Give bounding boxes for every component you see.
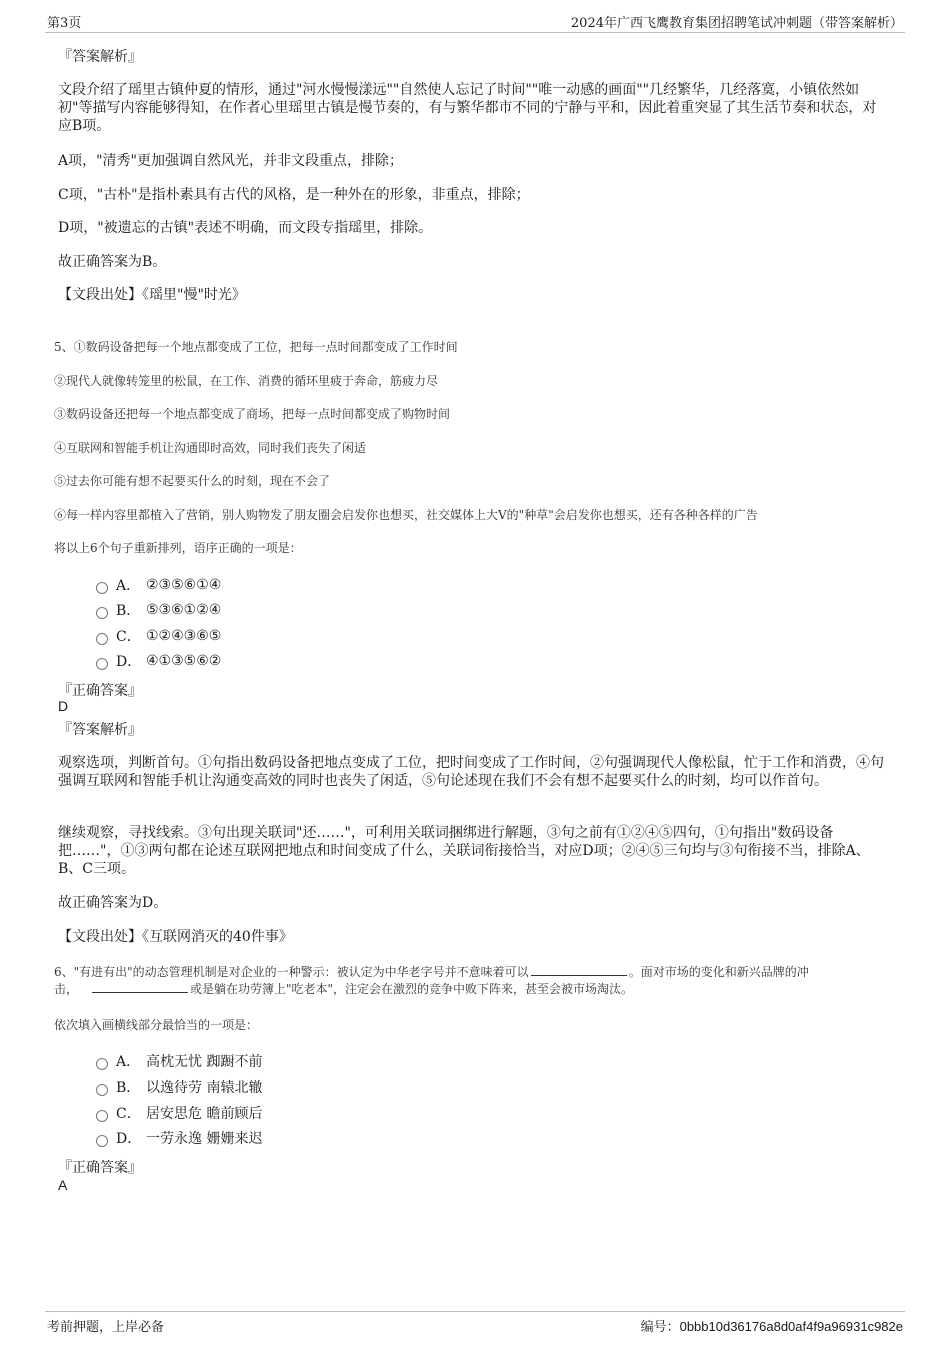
question-prompt: 将以上6个句子重新排列，语序正确的一项是： [54, 541, 302, 555]
conclusion: 故正确答案为D。 [58, 895, 168, 911]
radio-icon[interactable] [96, 1135, 108, 1147]
source-citation: 【文段出处】《瑶里"慢"时光》 [58, 287, 246, 303]
question-stem: 6、"有进有出"的动态管理机制是对企业的一种警示：被认定为中华老字号并不意味着可以 。面对市场的变化和新兴品牌的冲 击， 或是躺在功劳簿上"吃老本"，注定会在激烈的竞争中败下阵来，甚至会被市场淘汰。 [54, 965, 809, 996]
document-title: 2024年广西飞鹰教育集团招聘笔试冲刺题（带答案解析） [570, 16, 903, 31]
option-d-note: D项，"被遗忘的古镇"表述不明确，而文段专指瑶里，排除。 [58, 220, 433, 236]
sentence-3: ③数码设备还把每一个地点都变成了商场，把每一点时间都变成了购物时间 [54, 407, 451, 421]
source-citation: 【文段出处】《互联网消灭的40件事》 [58, 929, 293, 945]
option-b[interactable]: B． ⑤③⑥①②④ [96, 600, 221, 620]
option-a-note: A项，"清秀"更加强调自然风光，并非文段重点，排除； [58, 153, 403, 169]
analysis-label: 『答案解析』 [58, 722, 142, 738]
question-stem: 5、①数码设备把每一个地点都变成了工位，把每一点时间都变成了工作时间 [54, 340, 458, 354]
correct-answer-label: 『正确答案』 [58, 683, 142, 699]
option-b[interactable]: B． 以逸待劳 南辕北辙 [96, 1077, 262, 1097]
radio-icon[interactable] [96, 633, 108, 645]
footer-slogan: 考前押题，上岸必备 [47, 1320, 165, 1335]
radio-icon[interactable] [96, 658, 108, 670]
question-prompt: 依次填入画横线部分最恰当的一项是： [54, 1018, 259, 1032]
correct-answer: D [58, 698, 69, 714]
analysis-paragraph-2: 继续观察，寻找线索。③句出现关联词"还……"，可利用关联词捆绑进行解题，③句之前有①②④⑤四句，①句指出"数码设备把……"，①③两句都在论述互联网把地点和时间变成了什么，关联词衔接恰当，对应D项；②④⑤三句均与③句衔接不当，排除A、B、C三项。 [58, 825, 870, 877]
option-c[interactable]: C． 居安思危 瞻前顾后 [96, 1103, 262, 1123]
analysis-paragraph: 文段介绍了瑶里古镇仲夏的情形，通过"河水慢慢漾远""自然使人忘记了时间""唯一动感的画面""几经繁华，几经落寞，小镇依然如初"等描写内容能够得知，在作者心里瑶里古镇是慢节奏的，有与繁华都市不同的宁静与平和，因此着重突显了其生活节奏和状态，对应B项。 [58, 82, 877, 134]
option-d[interactable]: D． 一劳永逸 姗姗来迟 [96, 1128, 262, 1148]
sentence-6: ⑥每一样内容里都植入了营销，别人购物发了朋友圈会启发你也想买，社交媒体上大V的"种草"会启发你也想买，还有各种各样的广告 [54, 508, 758, 522]
option-a[interactable]: A． 高枕无忧 踟蹰不前 [96, 1051, 262, 1071]
radio-icon[interactable] [96, 582, 108, 594]
sentence-5: ⑤过去你可能有想不起要买什么的时刻，现在不会了 [54, 474, 331, 488]
page-header [45, 0, 905, 33]
conclusion: 故正确答案为B。 [58, 254, 167, 270]
radio-icon[interactable] [96, 1058, 108, 1070]
sentence-4: ④互联网和智能手机让沟通即时高效，同时我们丧失了闲适 [54, 441, 367, 455]
radio-icon[interactable] [96, 1084, 108, 1096]
radio-icon[interactable] [96, 607, 108, 619]
option-c-note: C项，"古朴"是指朴素具有古代的风格，是一种外在的形象，非重点，排除； [58, 187, 530, 203]
correct-answer-label: 『正确答案』 [58, 1160, 142, 1176]
option-d[interactable]: D． ④①③⑤⑥② [96, 651, 221, 671]
sentence-2: ②现代人就像转笼里的松鼠，在工作、消费的循环里疲于奔命，筋疲力尽 [54, 374, 439, 388]
fill-blank-1 [531, 963, 627, 976]
fill-blank-2 [92, 980, 188, 993]
option-c[interactable]: C． ①②④③⑥⑤ [96, 626, 221, 646]
correct-answer: A [58, 1177, 68, 1193]
option-a[interactable]: A． ②③⑤⑥①④ [96, 575, 221, 595]
page-footer [45, 1311, 905, 1335]
analysis-label: 『答案解析』 [58, 49, 142, 65]
analysis-paragraph-1: 观察选项，判断首句。①句指出数码设备把地点变成了工位，把时间变成了工作时间，②句强调现代人像松鼠，忙于工作和消费，④句强调互联网和智能手机让沟通变高效的同时也丧失了闲适，⑤句论述现在我们不会有想不起要买什么的时刻，均可以作首句。 [58, 755, 884, 789]
page-number: 第3页 [47, 16, 82, 31]
radio-icon[interactable] [96, 1110, 108, 1122]
document-code: 编号：0bbb10d36176a8d0af4f9a96931c982e [640, 1319, 903, 1334]
